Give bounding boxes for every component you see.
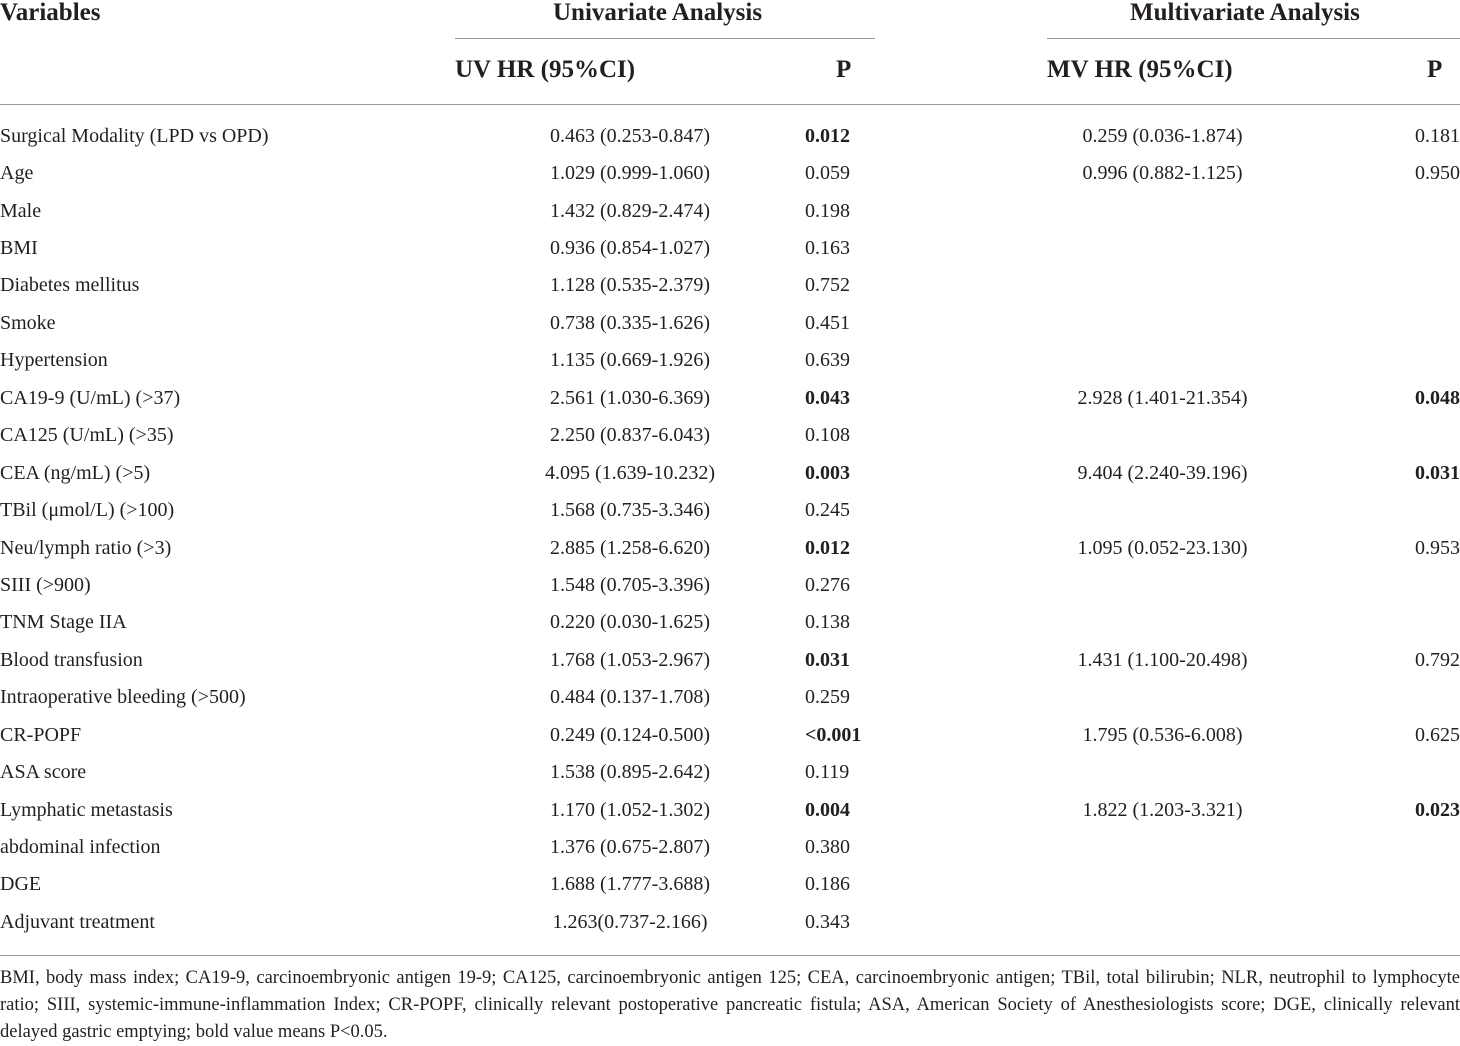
uv-p-cell: 0.138 xyxy=(805,611,850,634)
uv-hr-cell: 1.688 (1.777-3.688) xyxy=(550,873,710,896)
table-row xyxy=(0,491,1460,528)
variable-cell: ASA score xyxy=(0,761,87,784)
variable-cell: Surgical Modality (LPD vs OPD) xyxy=(0,124,269,147)
header-multivariate: Multivariate Analysis xyxy=(1130,0,1360,26)
variable-cell: Blood transfusion xyxy=(0,648,143,671)
uv-p-cell: 0.031 xyxy=(805,648,850,671)
table-row xyxy=(0,117,1460,154)
mv-hr-cell xyxy=(985,566,1340,603)
variable-cell: Smoke xyxy=(0,311,56,334)
mv-p-cell xyxy=(1340,866,1460,903)
table-row xyxy=(0,229,1460,266)
mv-hr-cell xyxy=(985,267,1340,304)
results-table xyxy=(0,117,1460,941)
mv-hr-cell: 2.928 (1.401-21.354) xyxy=(1077,386,1248,409)
uv-p-cell: 0.752 xyxy=(805,274,850,297)
uv-p-cell: 0.012 xyxy=(805,124,850,147)
mv-p-cell xyxy=(1340,267,1460,304)
mv-hr-cell xyxy=(985,604,1340,641)
variable-cell: Neu/lymph ratio (>3) xyxy=(0,536,172,559)
table-row xyxy=(0,866,1460,903)
variable-cell: Adjuvant treatment xyxy=(0,910,155,933)
uv-hr-cell: 1.376 (0.675-2.807) xyxy=(550,836,710,859)
mv-hr-cell xyxy=(985,679,1340,716)
uv-p-cell: 0.451 xyxy=(805,311,850,334)
uv-hr-cell: 1.128 (0.535-2.379) xyxy=(550,274,710,297)
variable-cell: CR-POPF xyxy=(0,723,82,746)
variable-cell: Hypertension xyxy=(0,349,108,372)
mv-p-cell xyxy=(1340,903,1460,940)
mv-hr-cell xyxy=(985,342,1340,379)
table-row xyxy=(0,342,1460,379)
mv-hr-cell: 0.996 (0.882-1.125) xyxy=(1082,162,1243,185)
mv-p-cell: 0.953 xyxy=(1415,536,1460,559)
table-row xyxy=(0,454,1460,491)
uv-hr-cell: 0.249 (0.124-0.500) xyxy=(550,723,710,746)
mv-p-cell: 0.031 xyxy=(1415,461,1460,484)
header-univariate: Univariate Analysis xyxy=(553,0,763,26)
uv-p-cell: 0.012 xyxy=(805,536,850,559)
mv-p-cell xyxy=(1340,491,1460,528)
uv-hr-cell: 2.561 (1.030-6.369) xyxy=(550,386,710,409)
table-row xyxy=(0,903,1460,940)
uv-hr-cell: 0.484 (0.137-1.708) xyxy=(550,686,710,709)
mv-hr-cell xyxy=(985,417,1340,454)
mv-p-cell xyxy=(1340,753,1460,790)
variable-cell: Diabetes mellitus xyxy=(0,274,140,297)
header-mv-p: P xyxy=(1427,56,1443,83)
table-row xyxy=(0,641,1460,678)
uv-p-cell: <0.001 xyxy=(805,723,862,746)
uv-hr-cell: 1.768 (1.053-2.967) xyxy=(550,648,710,671)
mv-p-cell: 0.048 xyxy=(1415,386,1460,409)
univariate-group-rule xyxy=(455,38,875,39)
mv-p-cell xyxy=(1340,566,1460,603)
uv-hr-cell: 2.885 (1.258-6.620) xyxy=(550,536,710,559)
variable-cell: Intraoperative bleeding (>500) xyxy=(0,686,246,709)
uv-p-cell: 0.186 xyxy=(805,873,850,896)
variable-cell: CEA (ng/mL) (>5) xyxy=(0,461,151,484)
table-row xyxy=(0,379,1460,416)
header-uv-p: P xyxy=(836,56,852,83)
multivariate-group-rule xyxy=(1047,38,1460,39)
uv-p-cell: 0.108 xyxy=(805,424,850,447)
mv-hr-cell: 9.404 (2.240-39.196) xyxy=(1077,461,1248,484)
mv-hr-cell xyxy=(985,491,1340,528)
mv-hr-cell xyxy=(985,866,1340,903)
uv-p-cell: 0.259 xyxy=(805,686,850,709)
table-footnote: BMI, body mass index; CA19-9, carcinoembryonic antigen 19-9; CA125, carcinoembryonic antigen 125; CEA, carcinoembryonic antigen; TBil, total bilirubin; NLR, neutrophil to lymphocyte ratio; SIII, systemic-immune-inflammation Index; CR-POPF, clinically relevant postoperative pancreatic fistula; ASA, American Society of Anesthesiologists score; DGE, clinically relevant delayed gastric emptying; bold value means P<0.05. xyxy=(0,968,1460,1042)
uv-p-cell: 0.380 xyxy=(805,836,850,859)
table-row xyxy=(0,304,1460,341)
variable-cell: abdominal infection xyxy=(0,836,161,859)
table-row xyxy=(0,679,1460,716)
table-row xyxy=(0,716,1460,753)
uv-hr-cell: 4.095 (1.639-10.232) xyxy=(545,461,715,484)
variable-cell: TBil (μmol/L) (>100) xyxy=(0,499,175,522)
variable-cell: BMI xyxy=(0,237,38,260)
mv-hr-cell xyxy=(985,192,1340,229)
mv-p-cell xyxy=(1340,342,1460,379)
uv-p-cell: 0.639 xyxy=(805,349,850,372)
mv-p-cell: 0.181 xyxy=(1415,124,1460,147)
uv-hr-cell: 1.135 (0.669-1.926) xyxy=(550,349,710,372)
uv-hr-cell: 2.250 (0.837-6.043) xyxy=(550,424,710,447)
table-row xyxy=(0,566,1460,603)
mv-hr-cell: 1.431 (1.100-20.498) xyxy=(1077,648,1248,671)
uv-hr-cell: 0.936 (0.854-1.027) xyxy=(550,237,710,260)
variable-cell: TNM Stage IIA xyxy=(0,611,127,634)
uv-hr-cell: 0.220 (0.030-1.625) xyxy=(550,611,710,634)
mv-p-cell xyxy=(1340,828,1460,865)
mv-hr-cell xyxy=(985,229,1340,266)
variable-cell: Male xyxy=(0,199,42,222)
mv-hr-cell xyxy=(985,828,1340,865)
mv-hr-cell xyxy=(985,304,1340,341)
table-body xyxy=(0,117,1460,941)
table-row xyxy=(0,791,1460,828)
mv-hr-cell xyxy=(985,753,1340,790)
table-row xyxy=(0,417,1460,454)
uv-p-cell: 0.043 xyxy=(805,386,850,409)
mv-p-cell xyxy=(1340,304,1460,341)
uv-p-cell: 0.059 xyxy=(805,162,850,185)
uv-hr-cell: 1.170 (1.052-1.302) xyxy=(550,798,710,821)
header-uv-hr: UV HR (95%CI) xyxy=(455,56,636,83)
table-row xyxy=(0,267,1460,304)
mv-p-cell: 0.950 xyxy=(1415,162,1460,185)
mv-p-cell xyxy=(1340,229,1460,266)
table-row xyxy=(0,604,1460,641)
uv-p-cell: 0.119 xyxy=(805,761,850,784)
uv-p-cell: 0.004 xyxy=(805,798,850,821)
header-mv-hr: MV HR (95%CI) xyxy=(1047,56,1233,83)
uv-p-cell: 0.276 xyxy=(805,573,850,596)
uv-p-cell: 0.245 xyxy=(805,499,850,522)
mv-p-cell: 0.792 xyxy=(1415,648,1460,671)
header-variables: Variables xyxy=(0,0,101,26)
mv-hr-cell: 1.822 (1.203-3.321) xyxy=(1082,798,1243,821)
uv-hr-cell: 1.029 (0.999-1.060) xyxy=(550,162,710,185)
table-bottom-rule xyxy=(0,955,1460,956)
uv-hr-cell: 1.263(0.737-2.166) xyxy=(552,910,708,933)
variable-cell: Age xyxy=(0,162,34,185)
uv-hr-cell: 1.432 (0.829-2.474) xyxy=(550,199,710,222)
mv-p-cell xyxy=(1340,192,1460,229)
uv-p-cell: 0.198 xyxy=(805,199,850,222)
mv-p-cell: 0.023 xyxy=(1415,798,1460,821)
uv-p-cell: 0.343 xyxy=(805,910,850,933)
mv-p-cell xyxy=(1340,679,1460,716)
uv-hr-cell: 0.738 (0.335-1.626) xyxy=(550,311,710,334)
mv-hr-cell xyxy=(985,903,1340,940)
uv-p-cell: 0.003 xyxy=(805,461,850,484)
variable-cell: CA125 (U/mL) (>35) xyxy=(0,424,174,447)
uv-hr-cell: 0.463 (0.253-0.847) xyxy=(550,124,710,147)
variable-cell: Lymphatic metastasis xyxy=(0,798,173,821)
uv-hr-cell: 1.568 (0.735-3.346) xyxy=(550,499,710,522)
uv-p-cell: 0.163 xyxy=(805,237,850,260)
variable-cell: SIII (>900) xyxy=(0,573,91,596)
table-row xyxy=(0,753,1460,790)
header-bottom-rule xyxy=(0,104,1460,105)
variable-cell: CA19-9 (U/mL) (>37) xyxy=(0,386,181,409)
variable-cell: DGE xyxy=(0,873,42,896)
mv-p-cell xyxy=(1340,604,1460,641)
table-row xyxy=(0,192,1460,229)
mv-hr-cell: 1.795 (0.536-6.008) xyxy=(1082,723,1243,746)
table-row xyxy=(0,529,1460,566)
mv-hr-cell: 0.259 (0.036-1.874) xyxy=(1082,124,1243,147)
table-row xyxy=(0,154,1460,191)
mv-hr-cell: 1.095 (0.052-23.130) xyxy=(1077,536,1248,559)
uv-hr-cell: 1.538 (0.895-2.642) xyxy=(550,761,710,784)
mv-p-cell xyxy=(1340,417,1460,454)
uv-hr-cell: 1.548 (0.705-3.396) xyxy=(550,573,710,596)
table-row xyxy=(0,828,1460,865)
mv-p-cell: 0.625 xyxy=(1415,723,1460,746)
